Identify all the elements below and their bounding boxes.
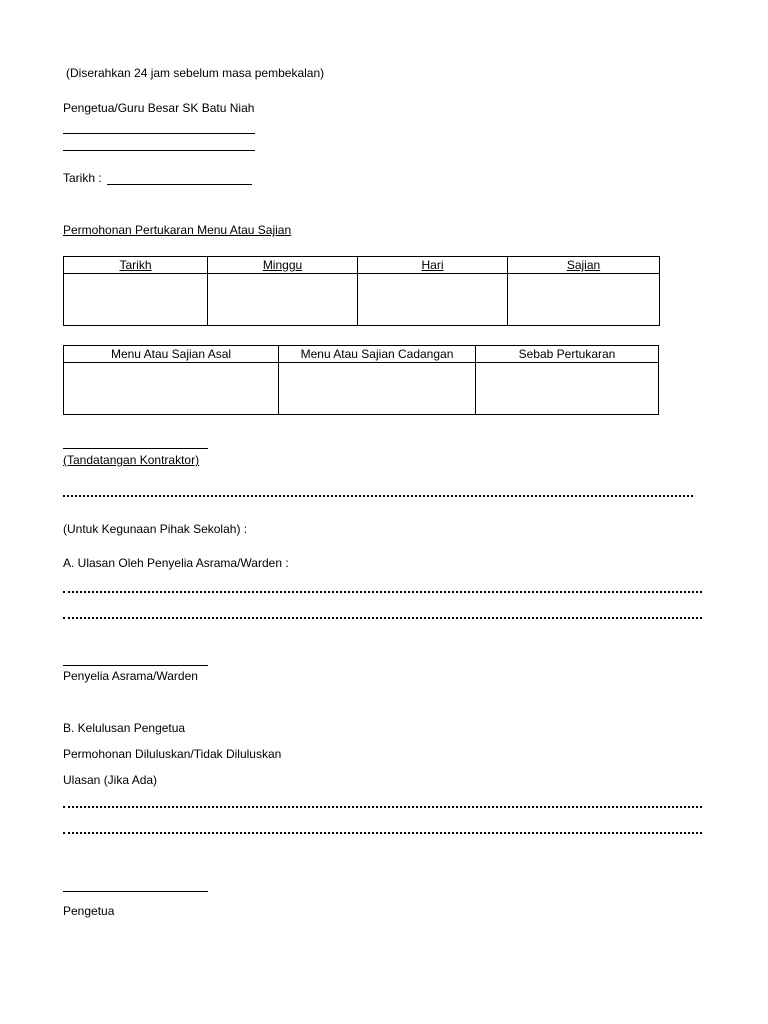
date-line <box>107 184 252 185</box>
cell-proposed-menu[interactable] <box>279 363 476 415</box>
col-header-change-reason: Sebab Pertukaran <box>476 346 659 363</box>
request-title: Permohonan Pertukaran Menu Atau Sajian <box>63 223 292 237</box>
comment-line-b1 <box>63 806 702 808</box>
recipient-line: Pengetua/Guru Besar SK Batu Niah <box>63 101 255 115</box>
warden-signatory: Penyelia Asrama/Warden <box>63 669 198 683</box>
approval-status: Permohonan Diluluskan/Tidak Diluluskan <box>63 747 282 761</box>
comment-line-a1 <box>63 591 702 593</box>
contractor-signature-line <box>63 448 208 449</box>
menu-change-table <box>63 345 659 415</box>
table-row <box>64 274 660 326</box>
school-use-label: (Untuk Kegunaan Pihak Sekolah) : <box>63 522 248 536</box>
comment-line-b2 <box>63 832 702 834</box>
cell-sajian[interactable] <box>508 274 660 326</box>
section-b-title: B. Kelulusan Pengetua <box>63 721 186 735</box>
col-header-minggu: Minggu <box>208 257 358 274</box>
col-header-proposed-menu: Menu Atau Sajian Cadangan <box>279 346 476 363</box>
schedule-table <box>63 256 660 326</box>
principal-signatory: Pengetua <box>63 904 115 918</box>
col-header-sajian: Sajian <box>508 257 660 274</box>
cell-tarikh[interactable] <box>64 274 208 326</box>
cell-minggu[interactable] <box>208 274 358 326</box>
remarks-label: Ulasan (Jika Ada) <box>63 773 158 787</box>
address-line-1 <box>63 133 255 134</box>
contractor-signature-label: (Tandatangan Kontraktor) <box>63 453 200 467</box>
cell-change-reason[interactable] <box>476 363 659 415</box>
col-header-original-menu: Menu Atau Sajian Asal <box>64 346 279 363</box>
cell-hari[interactable] <box>358 274 508 326</box>
cell-original-menu[interactable] <box>64 363 279 415</box>
col-header-hari: Hari <box>358 257 508 274</box>
col-header-tarikh: Tarikh <box>64 257 208 274</box>
table-row <box>64 363 659 415</box>
date-label: Tarikh : <box>63 171 102 185</box>
address-line-2 <box>63 150 255 151</box>
section-a-title: A. Ulasan Oleh Penyelia Asrama/Warden : <box>63 556 289 570</box>
principal-signature-line <box>63 891 208 892</box>
dotted-line <box>63 495 693 497</box>
warden-signature-line <box>63 665 208 666</box>
comment-line-a2 <box>63 617 702 619</box>
submission-note: (Diserahkan 24 jam sebelum masa pembekalan) <box>66 66 325 80</box>
